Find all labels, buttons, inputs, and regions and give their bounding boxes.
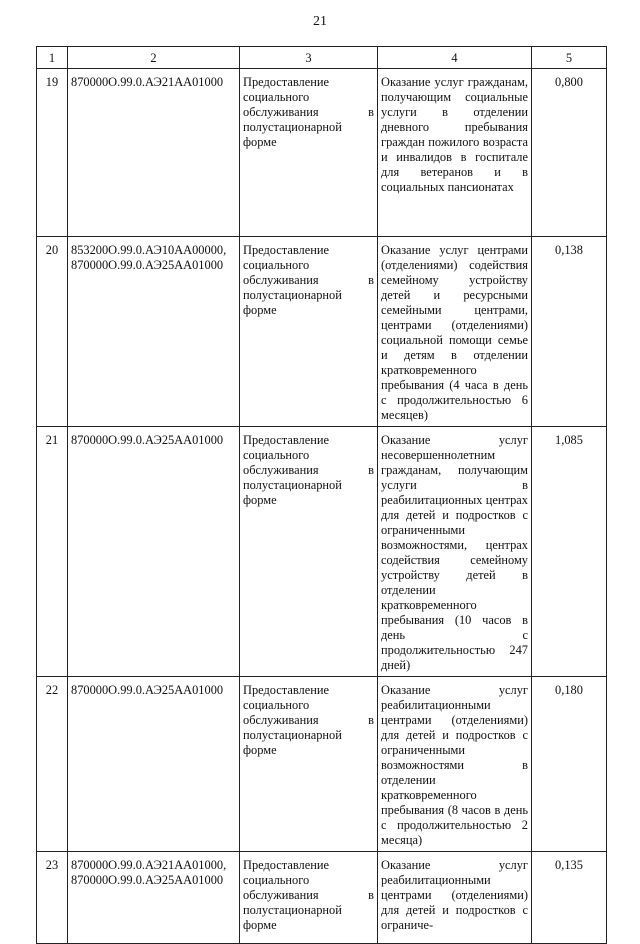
service-form: Предоставление социального обслуживания в полустационарной форме (240, 852, 378, 944)
service-form: Предоставление социального обслуживания в полустационарной форме (240, 677, 378, 852)
column-header: 4 (378, 47, 532, 69)
service-description: Оказание услуг гражданам, получающим социальные услуги в отделении дневного пребывания граждан пожилого возраста и инвалидов в госпитале для ветеранов и в социальных пансионатах (378, 69, 532, 237)
registry-code: 870000О.99.0.АЭ25АА01000 (71, 258, 224, 272)
registry-code: 853200О.99.0.АЭ10АА00000, (71, 243, 227, 257)
registry-code: 870000О.99.0.АЭ21АА01000 (71, 75, 224, 89)
row-number: 19 (37, 69, 68, 237)
service-value: 0,135 (532, 852, 607, 944)
table-row (37, 237, 607, 427)
row-number: 21 (37, 427, 68, 677)
table-row (37, 427, 607, 677)
table-row (37, 69, 607, 237)
column-header: 1 (37, 47, 68, 69)
service-form: Предоставление социального обслуживания в полустационарной форме (240, 69, 378, 237)
service-form: Предоставление социального обслуживания в полустационарной форме (240, 237, 378, 427)
service-description: Оказание услуг центрами (отделениями) содействия семейному устройству детей и ресурсными семейными центрами, центрами (отделениями) социальной помощи семье и детям в отделении кратковременного пребывания (4 часа в день с продолжительностью 6 месяцев) (378, 237, 532, 427)
table-row (37, 852, 607, 944)
table-header-row (37, 47, 607, 69)
registry-code: 870000О.99.0.АЭ21АА01000, (71, 858, 227, 872)
service-value: 0,800 (532, 69, 607, 237)
column-header: 5 (532, 47, 607, 69)
service-value: 0,180 (532, 677, 607, 852)
service-description: Оказание услуг несовершеннолетним гражданам, получающим услуги в реабилитационных центрах для детей и подростков с ограниченными возможностями, центрах содействия семейному устройству детей в отделении кратковременного пребывания (10 часов в день с продолжительностью 247 дней) (378, 427, 532, 677)
column-header: 3 (240, 47, 378, 69)
row-number: 23 (37, 852, 68, 944)
service-form: Предоставление социального обслуживания в полустационарной форме (240, 427, 378, 677)
column-header: 2 (68, 47, 240, 69)
page-number: 21 (313, 14, 327, 29)
registry-codes (68, 69, 240, 237)
registry-codes (68, 677, 240, 852)
registry-codes (68, 237, 240, 427)
row-number: 22 (37, 677, 68, 852)
service-description: Оказание услуг реабилитационными центрами (отделениями) для детей и подростков с ограниче- (378, 852, 532, 944)
registry-codes (68, 427, 240, 677)
service-value: 0,138 (532, 237, 607, 427)
services-table (36, 46, 607, 944)
row-number: 20 (37, 237, 68, 427)
table-row (37, 677, 607, 852)
registry-code: 870000О.99.0.АЭ25АА01000 (71, 433, 224, 447)
registry-code: 870000О.99.0.АЭ25АА01000 (71, 873, 224, 887)
registry-codes (68, 852, 240, 944)
service-value: 1,085 (532, 427, 607, 677)
registry-code: 870000О.99.0.АЭ25АА01000 (71, 683, 224, 697)
service-description: Оказание услуг реабилитационными центрами (отделениями) для детей и подростков с ограниченными возможностями в отделении кратковременного пребывания (8 часов в день с продолжительностью 2 месяца) (378, 677, 532, 852)
